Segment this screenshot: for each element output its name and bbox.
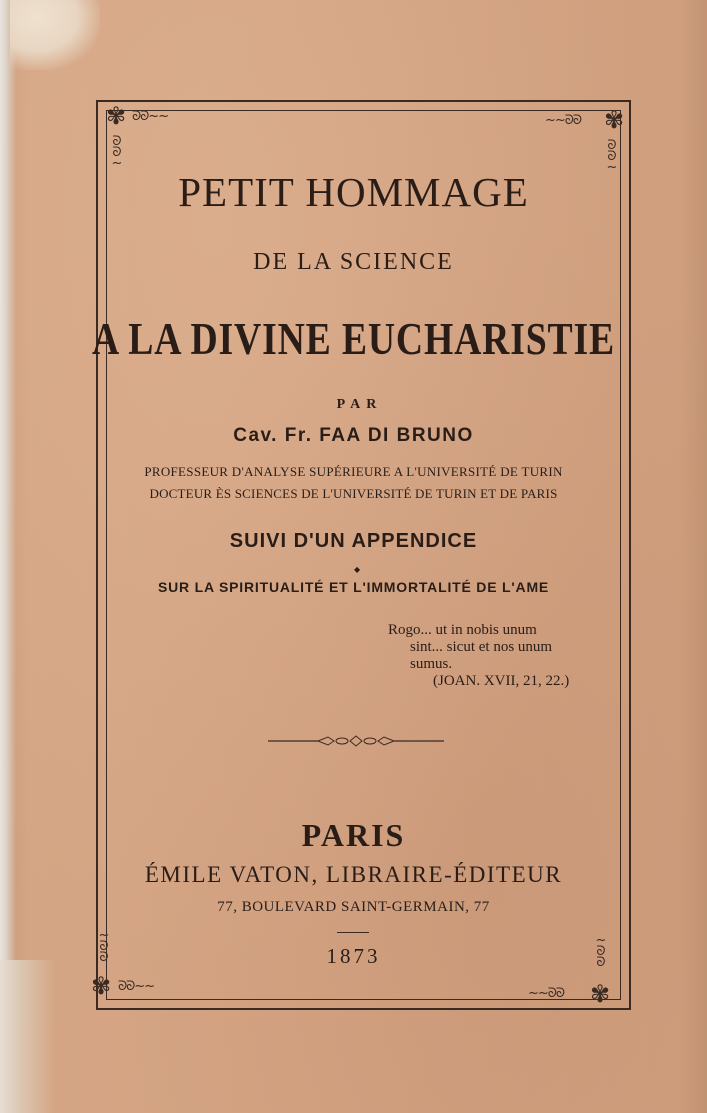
publisher-address: 77, BOULEVARD SAINT-GERMAIN, 77 [217,899,490,915]
scroll-ornament-right-bottom-icon: ~ ᘐ ᘐ [595,933,607,970]
worn-bottom-left-edge [0,960,55,1113]
title-line-2: DE LA SCIENCE [253,249,454,275]
epigraph-citation: (JOAN. XVII, 21, 22.) [433,673,570,689]
epigraph-line-2: sint... sicut et nos unum [410,639,553,655]
scroll-ornament-right-top-icon: ᘐ ᘐ ~ [606,138,618,175]
corner-ornament-top-right-icon: ✾ [603,106,625,134]
scroll-ornament-top-left-icon: ᘐᘐ~~ [132,109,169,124]
scroll-ornament-left-top-icon: ᘐ ᘐ ~ [111,134,123,171]
corner-ornament-top-left-icon: ✾ [105,102,127,130]
corner-ornament-bottom-right-icon: ✾ [589,980,611,1008]
short-divider-rule [337,932,369,933]
epigraph-line-3: sumus. [410,656,453,672]
epigraph [388,622,608,690]
epigraph-line-1: Rogo... ut in nobis unum [388,622,537,638]
title-line-3: A LA DIVINE EUCHARISTIE [92,313,615,364]
small-bullet-icon: ◆ [354,565,361,574]
publication-year: 1873 [326,944,381,968]
ornamental-divider-icon [268,733,444,749]
corner-ornament-bottom-left-icon: ✾ [90,972,112,1000]
publisher-name: ÉMILE VATON, LIBRAIRE-ÉDITEUR [144,862,563,887]
torn-corner [10,0,100,70]
author-name: Cav. Fr. FAA DI BRUNO [233,425,474,446]
author-credential-2: DOCTEUR ÈS SCIENCES DE L'UNIVERSITÉ DE TURIN ET DE PARIS [149,486,558,501]
publication-city: PARIS [301,817,406,853]
author-credential-1: PROFESSEUR D'ANALYSE SUPÉRIEURE A L'UNIVERSITÉ DE TURIN [144,464,563,479]
scroll-ornament-bottom-left-icon: ᘐᘐ~~ [118,979,155,994]
appendix-title: SUIVI D'UN APPENDICE [229,530,478,552]
scroll-ornament-bottom-right-icon: ~~ᘐᘐ [528,986,565,1001]
scroll-ornament-left-bottom-icon: ~ ᘐ ᘐ [98,928,110,965]
title-line-1: PETIT HOMMAGE [178,169,529,215]
par-label: PAR [336,397,383,412]
scroll-ornament-top-right-icon: ~~ᘐᘐ [545,113,582,128]
appendix-subtitle: SUR LA SPIRITUALITÉ ET L'IMMORTALITÉ DE L'AME [157,579,550,595]
